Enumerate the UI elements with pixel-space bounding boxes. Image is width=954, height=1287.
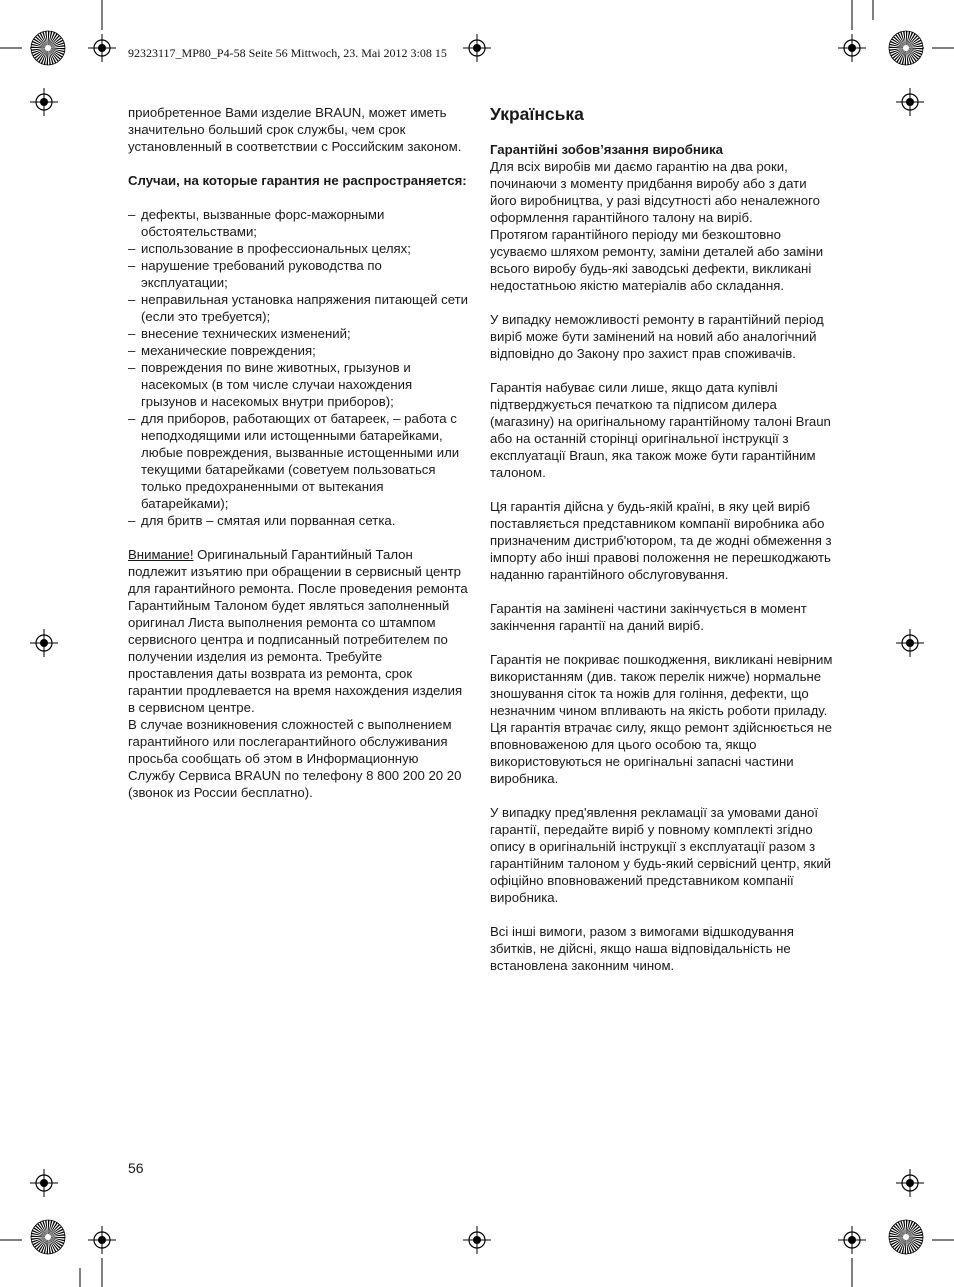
warranty-paragraph-6: Гарантія на замінені частини закінчується в момент закінчення гарантії на даний виріб. [490,601,807,633]
intro-paragraph: приобретенное Вами изделие BRAUN, может иметь значительно больший срок службы, чем срок установленный в соответствии с Российским законом. [128,105,462,154]
warranty-paragraph-3: У випадку неможливості ремонту в гарантійний період виріб може бути замінений на новий або аналогічний відповідно до Закону про захист прав споживачів. [490,312,824,361]
star-target-icon [889,31,923,65]
russian-column [128,104,468,801]
language-title: Українська [490,104,584,124]
exclusion-item: – неправильная установка напряжения питающей сети (если это требуется); [128,291,468,325]
attention-label: Внимание! [128,547,194,562]
registration-mark-icon [463,1226,491,1254]
warranty-paragraph-5: Ця гарантія дійсна у будь-якій країні, в яку цей виріб поставляється представником компанії виробника або призначеним дистриб'ютором, та де жодні обмеження з імпорту або інші правові положення не перешкоджають наданню гарантійного обслуговування. [490,499,832,582]
registration-mark-icon [30,88,58,116]
registration-mark-icon [896,629,924,657]
warranty-paragraph-2: Протягом гарантійного періоду ми безкоштовно усуваємо шляхом ремонту, заміни деталей або заміни всього виробу будь-які заводські дефекти, викликані недостатньою якістю матеріалів або складання. [490,227,824,293]
exclusion-item: – повреждения по вине животных, грызунов и насекомых (в том числе случаи нахождения грызунов и насекомых внутри приборов); [128,359,468,410]
exclusion-item: – использование в профессиональных целях; [128,240,468,257]
warranty-paragraph-8: У випадку пред'явлення рекламації за умовами даної гарантії, передайте виріб у повному комплекті згідно опису в оригінальній інструкції з експлуатації разом з гарантійним талоном у будь-який сервісний центр, який офіційно вповноважений представником компанії виробника. [490,805,832,905]
warranty-paragraph-7: Гарантія не покриває пошкодження, викликані невірним використанням (див. також перелік нижче) нормальне зношування сіток та ножів для гоління, дефекти, що незначним чином впливають на якість роботи приладу. Ця гарантія втрачає силу, якщо ремонт здійснюється не вповноваженою для цього особою та, якщо використовуються не оригінальні запасні частини виробника. [490,652,833,786]
exclusion-item: – для бритв – смятая или порванная сетка. [128,512,468,529]
service-paragraph: В случае возникновения сложностей с выполнением гарантийного или послегарантийного обслуживания просьба сообщать об этом в Информационную Службу Сервиса BRAUN по телефону 8 800 200 20 20 (звонок из России бесплатно). [128,717,462,800]
warranty-paragraph-9: Всі інші вимоги, разом з вимогами відшкодування збитків, не дійсні, якщо наша відповідальність не встановлена законним чином. [490,924,794,973]
star-target-icon [889,1220,923,1254]
registration-mark-icon [30,629,58,657]
exclusion-item: – для приборов, работающих от батареек, – работа с неподходящими или истощенными батарейками, любые повреждения, вызванные истощенными или текущими батарейками (советуем пользоваться только предохраненными от вытекания батарейками); [128,410,468,512]
registration-mark-icon [896,88,924,116]
exclusions-heading: Случаи, на которые гарантия не распространяется: [128,173,467,188]
warranty-paragraph-1: Для всіх виробів ми даємо гарантію на два роки, починаючи з моменту придбання виробу або з дати його виробництва, у разі відсутності або неналежного оформлення гарантійного талону на виріб. [490,159,820,225]
print-slug: 92323117_MP80_P4-58 Seite 56 Mittwoch, 23. Mai 2012 3:08 15 [128,46,447,60]
registration-mark-icon [896,1169,924,1197]
attention-text: Оригинальный Гарантийный Талон подлежит изъятию при обращении в сервисный центр для гарантийного ремонта. После проведения ремонта Гарантийным Талоном будет являться заполненный оригинал Листа выполнения ремонта со штампом сервисного центра и подписанный потребителем по получении изделия из ремонта. Требуйте проставления даты возврата из ремонта, срок гарантии продлевается на время нахождения изделия в сервисном центре. [128,547,468,715]
exclusion-item: – дефекты, вызванные форс-мажорными обстоятельствами; [128,206,468,240]
ukrainian-column [490,104,835,974]
exclusion-item: – нарушение требований руководства по эксплуатации; [128,257,468,291]
star-target-icon [31,31,65,65]
warranty-paragraph-4: Гарантія набуває сили лише, якщо дата купівлі підтверджується печаткою та підписом дилера (магазину) на оригінальному гарантійному талоні Braun або на останній сторінці оригінальної інструкції з експлуатації Braun, яка також може бути гарантійним талоном. [490,380,831,480]
page-number: 56 [128,1160,144,1176]
registration-mark-icon [88,34,116,62]
exclusions-list [128,206,468,529]
registration-mark-icon [463,34,491,62]
registration-mark-icon [30,1169,58,1197]
star-target-icon [31,1220,65,1254]
registration-mark-icon [838,1226,866,1254]
exclusion-item: – механические повреждения; [128,342,468,359]
attention-paragraph [128,546,468,716]
exclusion-item: – внесение технических изменений; [128,325,468,342]
warranty-heading: Гарантійні зобов’язання виробника [490,142,723,157]
registration-mark-icon [838,34,866,62]
registration-mark-icon [88,1226,116,1254]
